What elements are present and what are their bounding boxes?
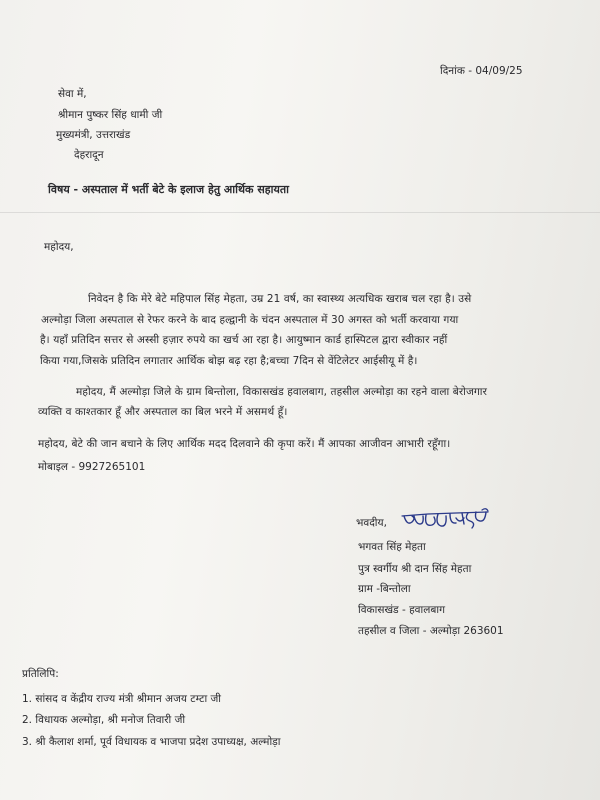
paragraph-1-line-3: है। यहाँ प्रतिदिन सत्तर से अस्सी हज़ार रुपये का खर्च आ रहा है। आयुष्मान कार्ड हास्पिटल द्वारा स्वीकार नहीं [40, 334, 448, 346]
paragraph-2-line-1: महोदय, मैं अल्मोड़ा जिले के ग्राम बिन्तोला, विकासखंड हवालबाग, तहसील अल्मोड़ा का रहने वाला बेरोजगार [76, 386, 487, 398]
cc-item-1: 1. सांसद व केंद्रीय राज्य मंत्री श्रीमान अजय टम्टा जी [22, 693, 222, 705]
salutation: महोदय, [44, 241, 74, 253]
paragraph-1-line-2: अल्मोड़ा जिला अस्पताल से रेफर करने के बाद हल्द्वानी के चंदन अस्पताल में 30 अगस्त को भर्ती करवाया गया [41, 314, 459, 326]
paragraph-1-line-1: निवेदन है कि मेरे बेटे महिपाल सिंह मेहता, उम्र 21 वर्ष, का स्वास्थ्य अत्यधिक खराब चल रहा है। उसे [88, 293, 472, 305]
address-line-3: मुख्यमंत्री, उत्तराखंड [56, 129, 131, 141]
cc-item-2: 2. विधायक अल्मोड़ा, श्री मनोज तिवारी जी [22, 714, 186, 726]
address-line-4: देहरादून [74, 149, 104, 161]
sender-block: विकासखंड - हवालबाग [358, 604, 445, 616]
address-line-1: सेवा में, [58, 88, 87, 100]
cc-item-3: 3. श्री कैलाश शर्मा, पूर्व विधायक व भाजपा प्रदेश उपाध्यक्ष, अल्मोड़ा [22, 736, 281, 748]
sender-father: पुत्र स्वर्गीय श्री दान सिंह मेहता [358, 563, 472, 575]
closing: भवदीय, [356, 517, 387, 529]
sender-name: भगवत सिंह मेहता [358, 541, 426, 553]
mobile-number: मोबाइल - 9927265101 [38, 461, 146, 473]
sender-tehsil: तहसील व जिला - अल्मोड़ा 263601 [358, 625, 504, 637]
paragraph-1-line-4: किया गया,जिसके प्रतिदिन लगातार आर्थिक बोझ बढ़ रहा है;बच्चा 7दिन से वेंटिलेटर आईसीयू में है। [40, 355, 418, 367]
cc-heading: प्रतिलिपि: [22, 668, 59, 680]
paper-fold [0, 212, 600, 213]
paragraph-2-line-2: व्यक्ति व काश्तकार हूँ और अस्पताल का बिल भरने में असमर्थ हूँ। [38, 406, 288, 418]
letter-date: दिनांक - 04/09/25 [440, 65, 523, 77]
address-line-2: श्रीमान पुष्कर सिंह धामी जी [58, 109, 163, 121]
handwritten-signature [398, 506, 493, 538]
sender-village: ग्राम -बिन्तोला [358, 583, 411, 595]
paragraph-3: महोदय, बेटे की जान बचाने के लिए आर्थिक मदद दिलवाने की कृपा करें। मैं आपका आजीवन आभारी रहूँगा। [38, 438, 451, 450]
subject-line: विषय - अस्पताल में भर्ती बेटे के इलाज हेतु आर्थिक सहायता [48, 183, 289, 196]
